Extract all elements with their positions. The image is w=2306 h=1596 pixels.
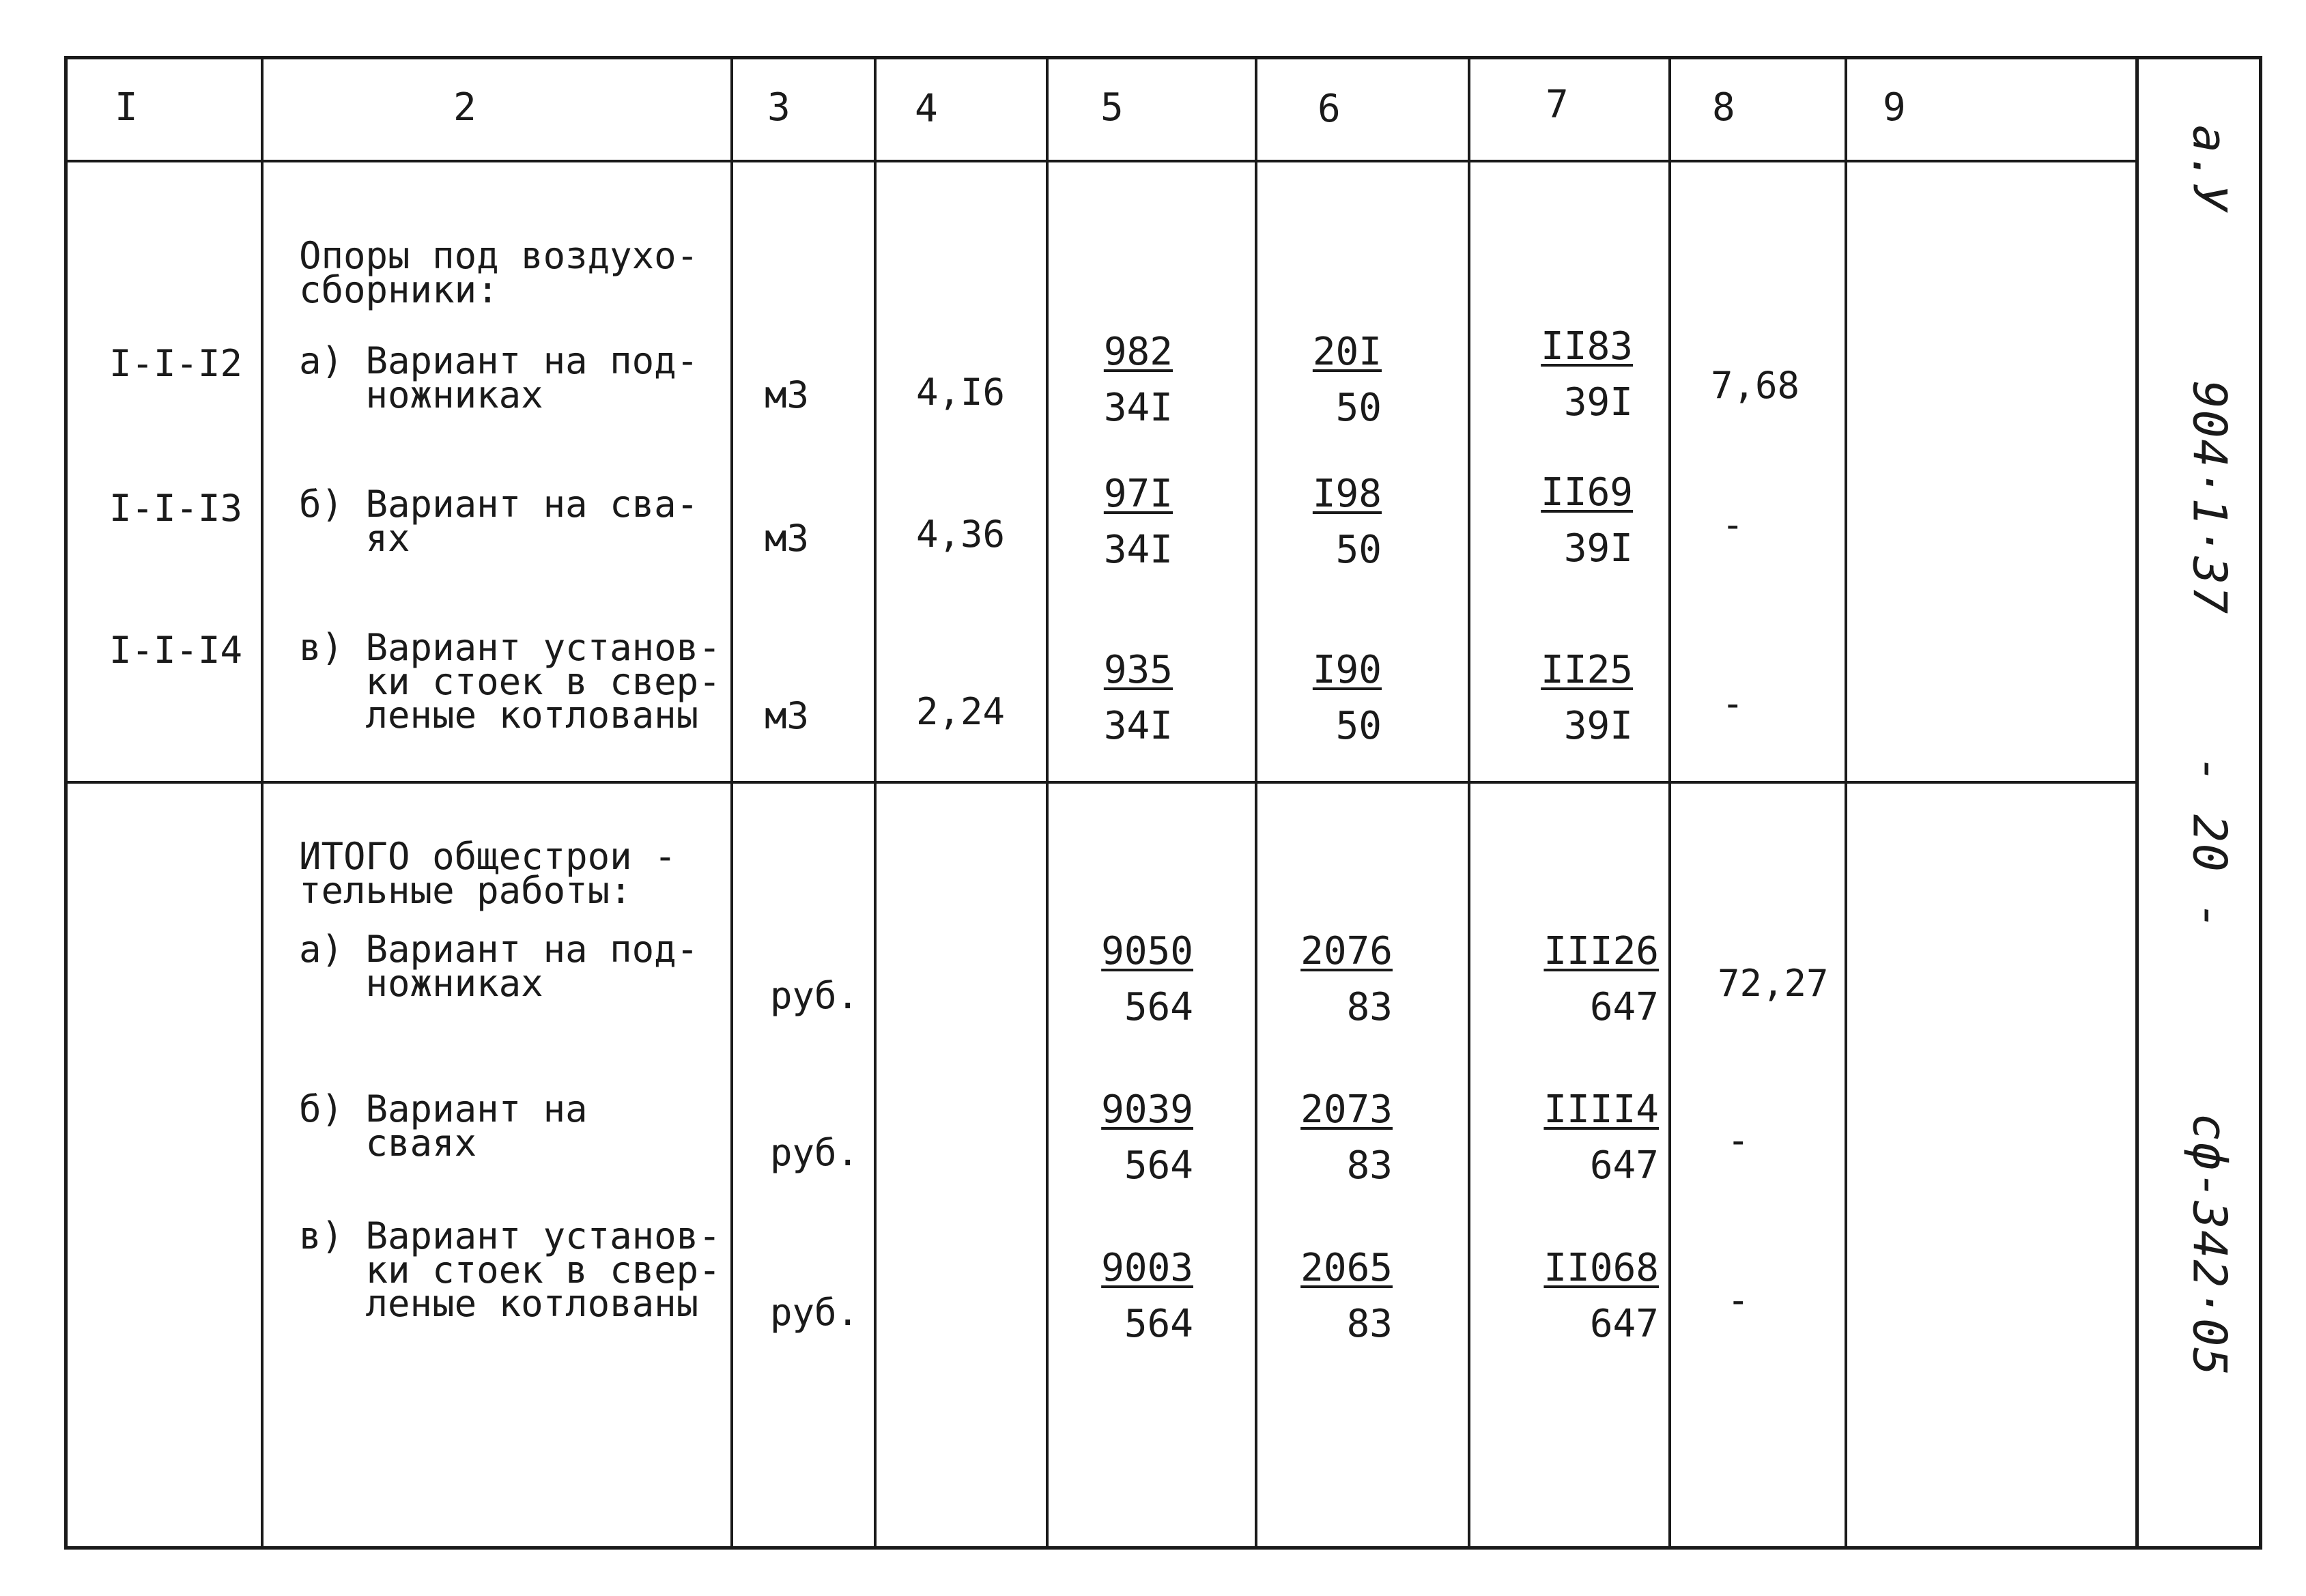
stamp-part-b: 904·1·37 (2182, 380, 2236, 616)
row-col8: 7,68 (1711, 364, 1800, 407)
header-col-8: 8 (1712, 85, 1735, 130)
row-unit: м3 (765, 517, 810, 560)
col5-fraction: $\frac{935}{34I}$ (1103, 648, 1173, 748)
row-label: б) Вариант на сва- ях (299, 483, 699, 560)
header-col-1: I (115, 85, 138, 130)
row-unit: м3 (765, 373, 810, 416)
col7-fraction: III26 647 (1543, 929, 1659, 1029)
row-label: а) Вариант на под- ножниках (299, 928, 699, 1005)
col5-fraction: $\frac{982}{34I}$ (1103, 330, 1173, 430)
col-divider-6 (1468, 57, 1470, 1548)
row-label: б) Вариант на сваях (299, 1087, 588, 1165)
row-code: I-I-I4 (109, 629, 243, 672)
row-quantity: 2,24 (916, 690, 1006, 733)
col6-fraction: $\frac{I98}{50}$ (1312, 472, 1382, 572)
row-label: в) Вариант установ- ки стоек в свер- леные котлованы (299, 1214, 721, 1326)
col6-fraction: $\frac{20I}{50}$ (1312, 330, 1382, 430)
row-col8: - (1727, 1279, 1750, 1322)
col5-fraction: $\frac{9003}{564}$ (1101, 1246, 1193, 1346)
document-code-stamp (2182, 125, 2236, 1377)
row-label: а) Вариант на под- ножниках (299, 339, 699, 416)
row-quantity: 4,36 (916, 513, 1006, 556)
col5-fraction: $\frac{97I}{34I}$ (1103, 472, 1173, 572)
col-divider-3 (874, 57, 877, 1548)
col-divider-4 (1046, 57, 1049, 1548)
stamp-part-c: - 20 - (2182, 756, 2236, 932)
row-unit: руб. (770, 974, 859, 1017)
col-divider-8 (1845, 57, 1847, 1548)
row-label: в) Вариант установ- ки стоек в свер- леные котлованы (299, 626, 721, 737)
row-code: I-I-I2 (109, 342, 243, 385)
col7-fraction: $\frac{II25}{39I}$ (1541, 648, 1633, 748)
col-divider-1 (261, 57, 264, 1548)
row-unit: м3 (765, 694, 810, 737)
header-col-9: 9 (1883, 85, 1906, 130)
col5-fraction: $\frac{9050}{564}$ (1101, 929, 1193, 1029)
header-col-2: 2 (453, 85, 476, 130)
row-col8: - (1722, 503, 1744, 546)
col-divider-7 (1668, 57, 1671, 1548)
col-divider-5 (1255, 57, 1257, 1548)
header-col-6: 6 (1318, 87, 1341, 131)
col6-fraction: $\frac{2065}{83}$ (1300, 1246, 1393, 1346)
header-divider (66, 160, 2137, 162)
col-divider-2 (730, 57, 733, 1548)
row-quantity: 4,I6 (916, 371, 1006, 414)
section-divider (66, 781, 2137, 784)
section2-title: ИТОГО общестрои - тельные работы: (299, 835, 677, 912)
col7-fraction: IIII4 647 (1543, 1087, 1659, 1188)
col7-fraction: $\frac{II068}{647}$ (1543, 1246, 1659, 1346)
col7-fraction: $\frac{II69}{39I}$ (1541, 470, 1633, 571)
row-col8: 72,27 (1718, 962, 1829, 1005)
header-col-7: 7 (1546, 83, 1569, 127)
col6-fraction: $\frac{2076}{83}$ (1300, 929, 1393, 1029)
row-col8: - (1722, 682, 1744, 725)
row-unit: руб. (770, 1131, 859, 1174)
stamp-divider (2135, 57, 2139, 1548)
row-col8: - (1727, 1119, 1750, 1162)
header-col-3: 3 (767, 85, 791, 130)
col7-fraction: $\frac{II83}{39I}$ (1541, 324, 1633, 425)
row-unit: руб. (770, 1291, 859, 1334)
row-code: I-I-I3 (109, 487, 243, 530)
col6-fraction: $\frac{2073}{83}$ (1300, 1087, 1393, 1188)
col6-fraction: $\frac{I90}{50}$ (1312, 648, 1382, 748)
col5-fraction: $\frac{9039}{564}$ (1101, 1087, 1193, 1188)
stamp-part-a: а.У (2182, 124, 2236, 213)
header-col-5: 5 (1100, 85, 1124, 130)
header-col-4: 4 (915, 87, 938, 131)
section1-title: Опоры под воздухо- сборники: (299, 234, 699, 311)
stamp-part-d: сф-342·05 (2182, 1113, 2236, 1378)
